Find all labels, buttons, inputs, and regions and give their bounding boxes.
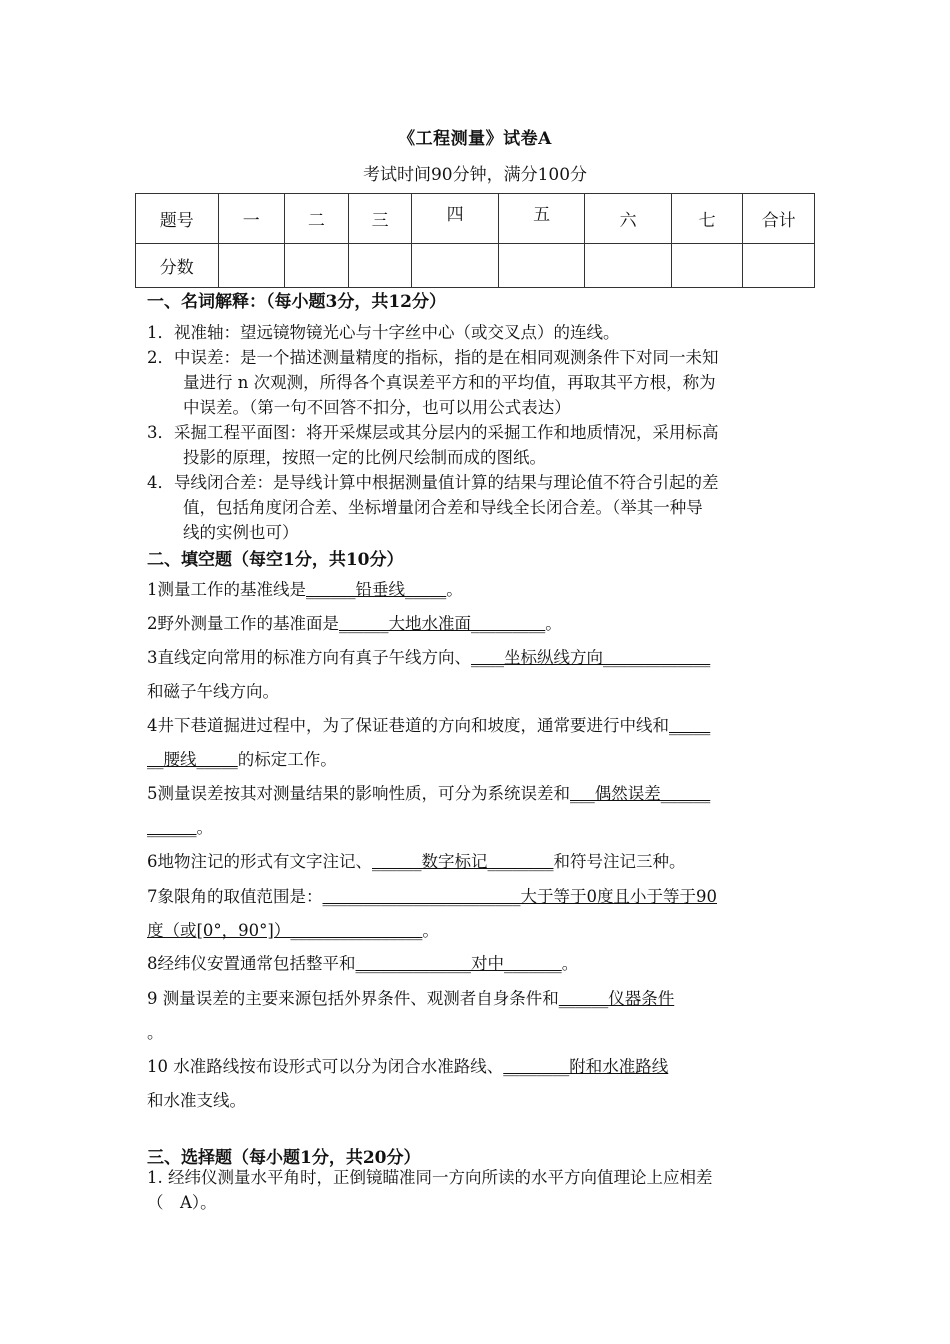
q-text: 6地物注记的形式有文字注记、 [147, 852, 372, 871]
q-text: 线的实例也可） [183, 523, 299, 542]
score-cell: 题号 [136, 194, 219, 244]
section1-heading: 一、名词解释：（每小题3分，共12分） [147, 292, 446, 312]
q-text: 7象限角的取值范围是： [147, 887, 323, 906]
answer-blank[interactable]: ______ [147, 818, 197, 837]
section3-heading: 三、选择题（每小题1分，共20分） [147, 1148, 421, 1168]
section1-q1 [147, 320, 807, 345]
exam-subtitle: 考试时间90分钟，满分100分 [362, 165, 588, 185]
score-cell: 二 [285, 194, 349, 244]
q-text: 2．中误差：是一个描述测量精度的指标，指的是在相同观测条件下对同一未知 [147, 348, 719, 367]
q-text: 4井下巷道掘进过程中，为了保证巷道的方向和坡度，通常要进行中线和 [147, 716, 669, 735]
answer-blank[interactable]: ___偶然误差______ [570, 784, 711, 803]
answer-blank[interactable]: ____坐标纵线方向_____________ [471, 648, 711, 667]
section1-q2 [147, 345, 807, 420]
section2-q5 [147, 777, 812, 845]
section1-q3 [147, 420, 807, 470]
q-text: 。 [446, 580, 463, 599]
q-text: 。 [196, 818, 213, 837]
answer-blank[interactable]: 度（或[0°，90°]）________________ [147, 921, 423, 940]
answer-blank[interactable]: ______铅垂线_____ [306, 580, 447, 599]
q-text: 投影的原理，按照一定的比例尺绘制而成的图纸。 [183, 448, 546, 467]
score-row-label: 分数 [136, 244, 219, 288]
score-input-cell[interactable] [412, 244, 498, 288]
section3-q1 [147, 1165, 807, 1215]
section2-q6 [147, 845, 812, 879]
answer-blank[interactable]: ______________对中_______ [355, 954, 562, 973]
q-text: 1．视准轴：望远镜物镜光心与十字丝中心（或交叉点）的连线。 [147, 323, 620, 342]
score-input-cell[interactable] [285, 244, 349, 288]
q-text: 和水准支线。 [147, 1091, 246, 1110]
q-text: 的标定工作。 [237, 750, 337, 769]
score-cell: 七 [671, 194, 743, 244]
score-table [135, 193, 815, 288]
section2-q2 [147, 607, 812, 641]
q-text: （ A）。 [147, 1193, 217, 1212]
q-text: 中误差。（第一句不回答不扣分，也可以用公式表达） [183, 398, 571, 417]
section1-q4 [147, 470, 807, 545]
section2-q3 [147, 641, 812, 709]
section2-heading: 二、填空题（每空1分，共10分） [147, 550, 404, 570]
q-text: 量进行 n 次观测，所得各个真误差平方和的平均值，再取其平方根，称为 [183, 373, 716, 392]
q-text: 4．导线闭合差：是导线计算中根据测量值计算的结果与理论值不符合引起的差 [147, 473, 719, 492]
q-text: 1. 经纬仪测量水平角时，正倒镜瞄准同一方向所读的水平方向值理论上应相差 [147, 1168, 713, 1187]
section2-q8 [147, 947, 812, 981]
q-text: 。 [147, 1023, 164, 1042]
q-text: 2野外测量工作的基准面是 [147, 614, 339, 633]
exam-title: 《工程测量》试卷A [398, 129, 552, 149]
answer-blank[interactable]: ______大地水准面_________ [339, 614, 546, 633]
section2-q9 [147, 982, 812, 1050]
answer-blank[interactable]: ________附和水准路线 [503, 1057, 669, 1076]
score-table-header-row [136, 194, 815, 244]
q-text: 3直线定向常用的标准方向有真子午线方向、 [147, 648, 471, 667]
score-input-cell[interactable] [671, 244, 743, 288]
answer-blank[interactable]: ________________________大于等于0度且小于等于90 [322, 887, 717, 906]
q-text: 。 [422, 921, 439, 940]
answer-blank[interactable]: ______数字标记________ [372, 852, 554, 871]
q-text: 和磁子午线方向。 [147, 682, 279, 701]
score-cell: 五 [498, 194, 584, 244]
q-text: 值，包括角度闭合差、坐标增量闭合差和导线全长闭合差。（举其一种导 [183, 498, 703, 517]
score-cell: 一 [218, 194, 285, 244]
score-table-score-row [136, 244, 815, 288]
score-input-cell[interactable] [218, 244, 285, 288]
score-cell: 合计 [743, 194, 815, 244]
section2-q1 [147, 573, 812, 607]
q-text: 10 水准路线按布设形式可以分为闭合水准路线、 [147, 1057, 504, 1076]
answer-blank[interactable]: _____ [669, 716, 711, 735]
answer-blank[interactable]: __腰线_____ [147, 750, 238, 769]
score-input-cell[interactable] [348, 244, 412, 288]
score-cell: 三 [348, 194, 412, 244]
score-input-cell[interactable] [585, 244, 671, 288]
score-cell: 六 [585, 194, 671, 244]
q-text: 8经纬仪安置通常包括整平和 [147, 954, 356, 973]
q-text: 9 测量误差的主要来源包括外界条件、观测者自身条件和 [147, 989, 559, 1008]
q-text: 5测量误差按其对测量结果的影响性质，可分为系统误差和 [147, 784, 570, 803]
q-text: 和符号注记三种。 [553, 852, 686, 871]
section2-q7 [147, 880, 812, 948]
section2-q4 [147, 709, 812, 777]
score-cell: 四 [412, 194, 498, 244]
answer-blank[interactable]: ______仪器条件 [558, 989, 675, 1008]
q-text: 。 [561, 954, 579, 973]
q-text: 。 [545, 614, 562, 633]
score-input-cell[interactable] [743, 244, 815, 288]
q-text: 3．采掘工程平面图：将开采煤层或其分层内的采掘工作和地质情况，采用标高 [147, 423, 719, 442]
section2-q10 [147, 1050, 812, 1118]
q-text: 1测量工作的基准线是 [147, 580, 306, 599]
score-input-cell[interactable] [498, 244, 584, 288]
